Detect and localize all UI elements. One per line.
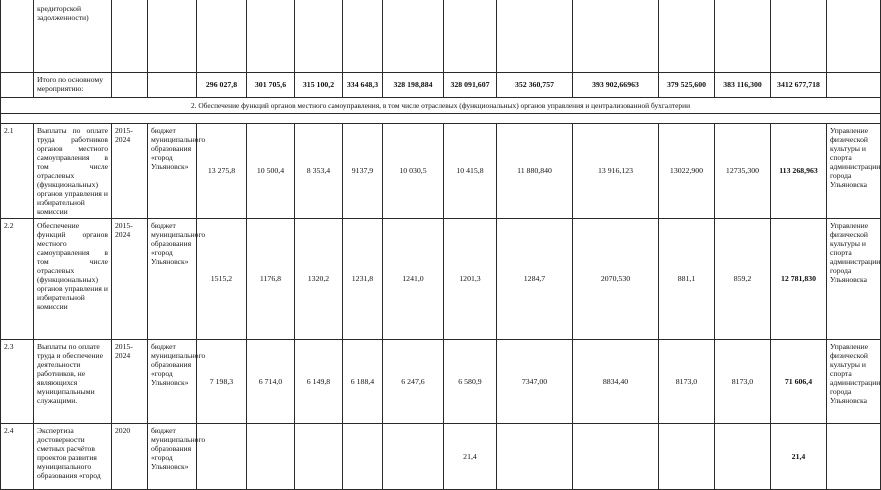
row-value	[343, 423, 383, 489]
row-value: 21,4	[444, 423, 497, 489]
row-value: 9137,9	[343, 123, 383, 218]
row-executor: Управление физической культуры и спорта администрации города Ульяновска	[827, 218, 881, 339]
row-value: 6 714,0	[247, 339, 295, 423]
row-value: 859,2	[715, 218, 771, 339]
total-value: 296 027,8	[197, 72, 247, 97]
row-name: Обеспечение функций органов местного самоуправления в том числе отраслевых (функциональных) органов управления и избирательной комиссии	[34, 218, 112, 339]
row-period: 2015-2024	[112, 339, 148, 423]
row-value	[715, 423, 771, 489]
row-period: 2015-2024	[112, 123, 148, 218]
row-value: 8834,40	[573, 339, 659, 423]
total-value: 393 902,66963	[573, 72, 659, 97]
spacer-row	[1, 113, 881, 123]
continuation-text: кредиторской задолженности)	[34, 0, 112, 72]
row-value: 13022,900	[659, 123, 715, 218]
row-value	[247, 423, 295, 489]
row-source: бюджет муниципального образования «город Ульяновск»	[148, 423, 197, 489]
row-value: 1201,3	[444, 218, 497, 339]
row-number: 2.3	[1, 339, 34, 423]
row-value	[659, 423, 715, 489]
row-value	[197, 423, 247, 489]
row-value	[383, 423, 444, 489]
row-value: 11 880,840	[497, 123, 573, 218]
row-number: 2.4	[1, 423, 34, 489]
row-value: 8173,0	[715, 339, 771, 423]
row-total: 21,4	[771, 423, 827, 489]
row-value: 8 353,4	[295, 123, 343, 218]
row-value: 6 580,9	[444, 339, 497, 423]
row-value: 6 247,6	[383, 339, 444, 423]
row-value: 10 415,8	[444, 123, 497, 218]
row-executor: Управление физической культуры и спорта администрации города Ульяновска	[827, 339, 881, 423]
total-value: 383 116,300	[715, 72, 771, 97]
row-value: 12735,300	[715, 123, 771, 218]
row-value: 13 275,8	[197, 123, 247, 218]
total-value: 334 648,3	[343, 72, 383, 97]
table-row	[1, 218, 881, 339]
row-value: 6 188,4	[343, 339, 383, 423]
total-value: 301 705,6	[247, 72, 295, 97]
row-source: бюджет муниципального образования «город Ульяновск»	[148, 123, 197, 218]
table-row	[1, 123, 881, 218]
row-value: 6 149,8	[295, 339, 343, 423]
table-row	[1, 423, 881, 489]
row-value	[497, 423, 573, 489]
row-number: 2.1	[1, 123, 34, 218]
continuation-row	[1, 0, 881, 72]
row-executor	[827, 423, 881, 489]
total-label: Итого по основному мероприятию:	[34, 72, 112, 97]
row-value: 7347,00	[497, 339, 573, 423]
row-total: 12 781,830	[771, 218, 827, 339]
table-row	[1, 339, 881, 423]
row-number: 2.2	[1, 218, 34, 339]
row-period: 2020	[112, 423, 148, 489]
row-value	[573, 423, 659, 489]
row-value: 10 500,4	[247, 123, 295, 218]
row-source: бюджет муниципального образования «город Ульяновск»	[148, 339, 197, 423]
row-value: 1241,0	[383, 218, 444, 339]
row-value: 8173,0	[659, 339, 715, 423]
row-value: 13 916,123	[573, 123, 659, 218]
total-value: 315 100,2	[295, 72, 343, 97]
row-value: 7 198,3	[197, 339, 247, 423]
row-value: 881,1	[659, 218, 715, 339]
total-value: 328 091,607	[444, 72, 497, 97]
row-executor: Управление физической культуры и спорта администрации города Ульяновска	[827, 123, 881, 218]
total-row	[1, 72, 881, 97]
row-name: Экспертиза достоверности сметных расчётов проектов развития муниципального образования «город	[34, 423, 112, 489]
row-value: 2070,530	[573, 218, 659, 339]
row-total: 71 606,4	[771, 339, 827, 423]
row-value: 1231,8	[343, 218, 383, 339]
row-value: 10 030,5	[383, 123, 444, 218]
row-value: 1284,7	[497, 218, 573, 339]
row-source: бюджет муниципального образования «город Ульяновск»	[148, 218, 197, 339]
total-value: 379 525,600	[659, 72, 715, 97]
total-value: 328 198,884	[383, 72, 444, 97]
row-value: 1515,2	[197, 218, 247, 339]
total-value: 3412 677,718	[771, 72, 827, 97]
section-title: 2. Обеспечение функций органов местного самоуправления, в том числе отраслевых (функциональных) органов управления и централизованной бухгалтерии	[1, 97, 881, 113]
row-value: 1176,8	[247, 218, 295, 339]
section-title-row	[1, 97, 881, 113]
row-name: Выплаты по оплате труда и обеспечение деятельности работников, не являющихся муниципальными служащими.	[34, 339, 112, 423]
row-name: Выплаты по оплате труда работников органов местного самоуправления в том числе отраслевых (функциональных) органов управления и избирательной комиссии	[34, 123, 112, 218]
row-period: 2015-2024	[112, 218, 148, 339]
row-total: 113 268,963	[771, 123, 827, 218]
row-value	[295, 423, 343, 489]
total-value: 352 360,757	[497, 72, 573, 97]
row-value: 1320,2	[295, 218, 343, 339]
